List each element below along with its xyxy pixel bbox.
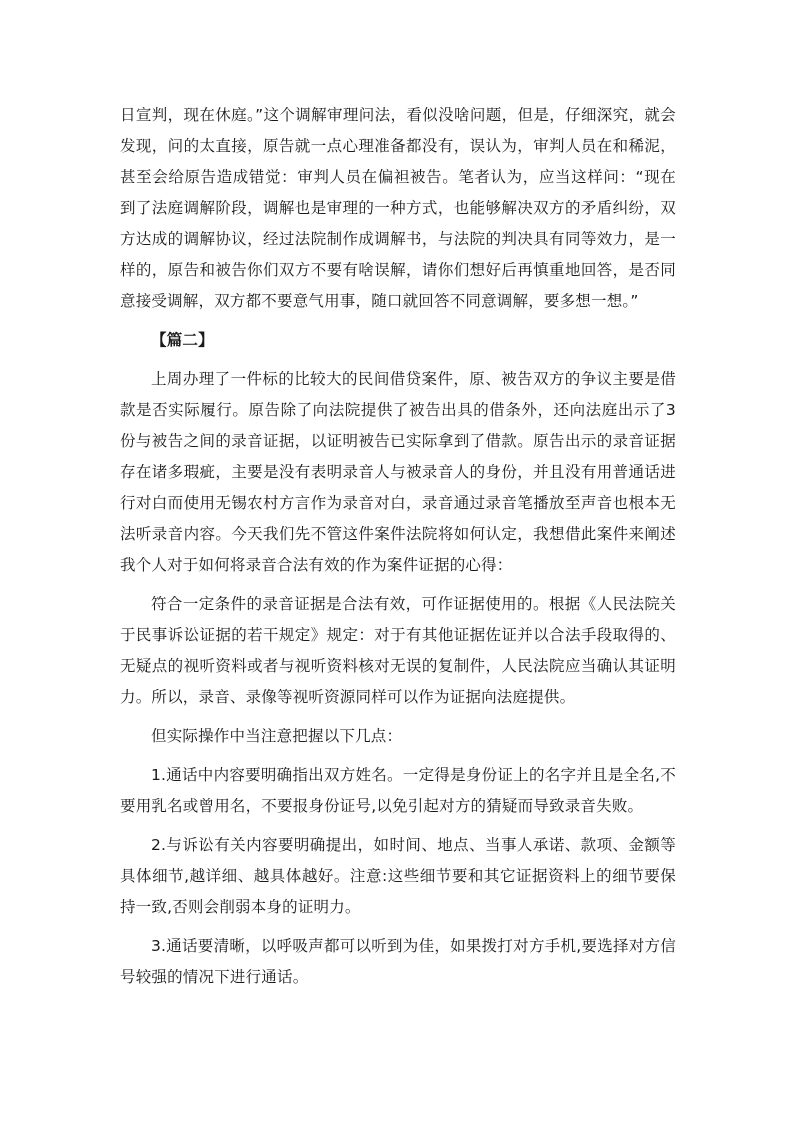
paragraph-continuation: 日宣判，现在休庭。”这个调解审理问法，看似没啥问题，但是，仔细深究，就会发现，问的太直接，原告就一点心理准备都没有，误认为，审判人员在和稀泥，甚至会给原告造成错觉：审判人员在偏袒被告。笔者认为，应当这样问：“现在到了法庭调解阶段，调解也是审理的一种方式，也能够解决双方的矛盾纠纷，双方达成的调解协议，经过法院制作成调解书，与法院的判决具有同等效力，是一样的，原告和被告你们双方不要有啥误解，请你们想好后再慎重地回答，是否同意接受调解，双方都不要意气用事，随口就回答不同意调解，要多想一想。”: [120, 106, 676, 310]
paragraph-legal-basis: 符合一定条件的录音证据是合法有效，可作证据使用的。根据《人民法院关于民事诉讼证据的若干规定》规定：对于有其他证据佐证并以合法手段取得的、无疑点的视听资料或者与视听资料核对无误的复制件，人民法院应当确认其证明力。所以，录音、录像等视听资源同样可以作为证据向法庭提供。: [120, 595, 676, 706]
list-item-point-2: 2.与诉讼有关内容要明确提出，如时间、地点、当事人承诺、款项、金额等具体细节,越详细、越具体越好。注意:这些细节要和其它证据资料上的细节要保持一致,否则会削弱本身的证明力。: [120, 836, 676, 916]
section-heading: 【篇二】: [151, 331, 214, 349]
document-body: [120, 100, 676, 993]
paragraph-points-intro: 但实际操作中当注意把握以下几点：: [151, 727, 403, 745]
list-item-point-3: 3.通话要清晰，以呼吸声都可以听到为佳，如果拨打对方手机,要选择对方信号较强的情况下进行通话。: [120, 937, 676, 986]
paragraph-case-intro: 上周办理了一件标的比较大的民间借贷案件，原、被告双方的争议主要是借款是否实际履行。原告除了向法院提供了被告出具的借条外，还向法庭出示了3份与被告之间的录音证据，以证明被告已实际拿到了借款。原告出示的录音证据存在诸多瑕疵，主要是没有表明录音人与被录音人的身份，并且没有用普通话进行对白而使用无锡农村方言作为录音对白，录音通过录音笔播放至声音也根本无法听录音内容。今天我们先不管这件案件法院将如何认定，我想借此案件来阐述我个人对于如何将录音合法有效的作为案件证据的心得：: [120, 370, 676, 574]
list-item-point-1: 1.通话中内容要明确指出双方姓名。一定得是身份证上的名字并且是全名,不要用乳名或曾用名，不要报身份证号,以免引起对方的猜疑而导致录音失败。: [120, 766, 676, 815]
